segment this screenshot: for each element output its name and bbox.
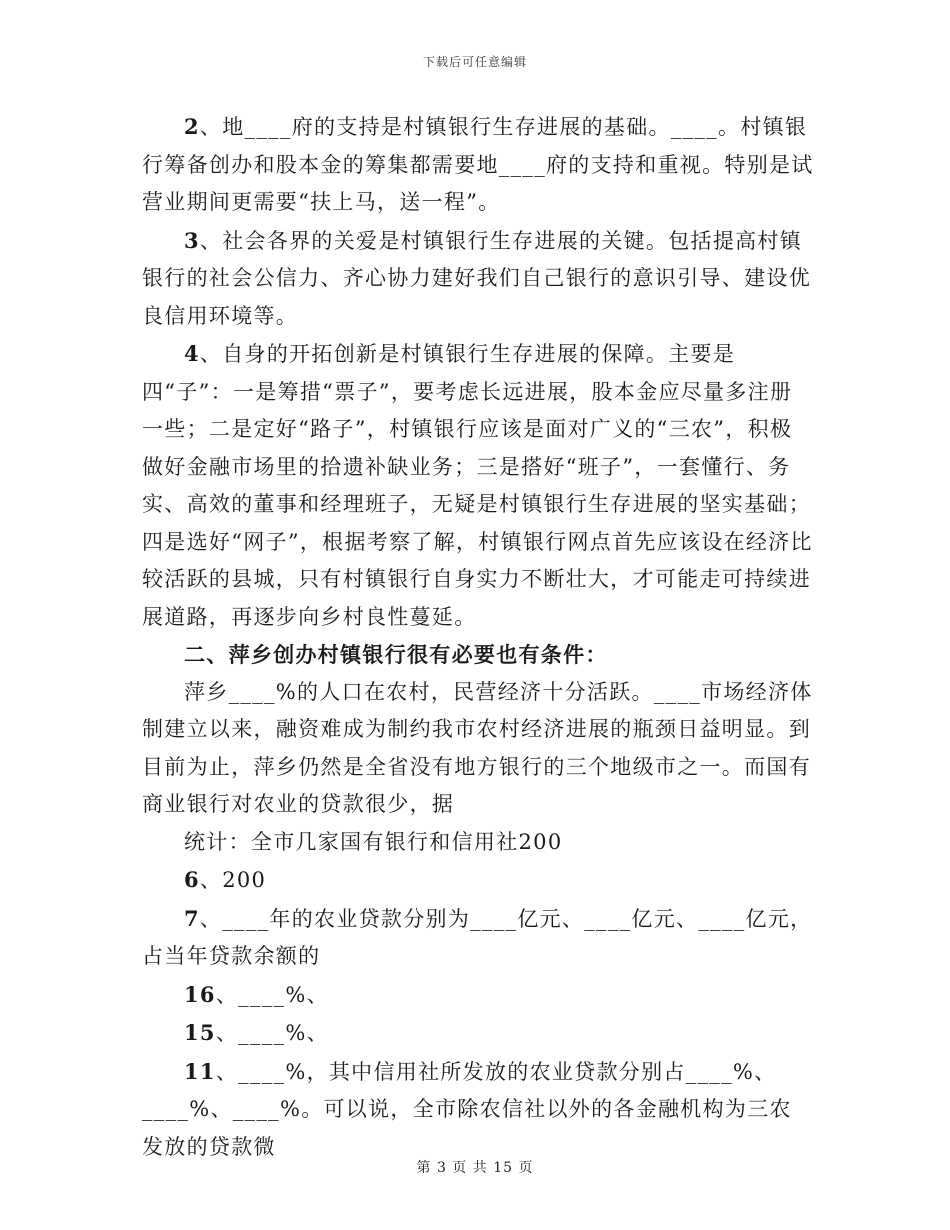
body-paragraph: 统计：全市几家国有银行和信用社200 — [184, 829, 563, 854]
paragraph-2 — [142, 108, 814, 222]
paragraph-number: 16 — [184, 981, 216, 1007]
body-paragraph — [142, 900, 814, 976]
paragraph-4 — [142, 335, 814, 636]
paragraph-text: 、____%、 — [215, 1021, 329, 1045]
page-header: 下载后可任意编辑 — [422, 55, 527, 69]
paragraph-3 — [142, 222, 814, 336]
paragraph-text: 、自身的开拓创新是村镇银行生存进展的保障。主要是四“子”：一是筹措“票子”，要考虑长远进展，股本金应尽量多注册一些；二是定好“路子”，村镇银行应该是面对广义的“三农”，积极做好金融市场里的拾遗补缺业务；三是搭好“班子”，一套懂行、务实、高效的董事和经理班子，无疑是村镇银行生存进展的坚实基础；四是选好“网子”，根据考察了解，村镇银行网点首先应该设在经济比较活跃的县城，只有村镇银行自身实力不断壮大，才可能走可持续进展道路，再逐步向乡村良性蔓延。 — [142, 342, 813, 629]
paragraph-number: 4 — [184, 341, 200, 366]
paragraph-text: 、____%，其中信用社所发放的农业贷款分别占____%、____%、____%。可以说，全市除农信社以外的各金融机构为三农发放的贷款微 — [142, 1059, 792, 1159]
paragraph-number: 7 — [184, 905, 200, 931]
paragraph-number: 6 — [184, 867, 200, 892]
body-paragraph — [142, 976, 814, 1015]
paragraph-number: 15 — [184, 1020, 216, 1045]
paragraph-number: 11 — [184, 1058, 216, 1084]
body-paragraph — [142, 861, 814, 900]
paragraph-text: 、200 — [199, 868, 267, 892]
paragraph-text: 、地____府的支持是村镇银行生存进展的基础。____。村镇银行筹备创办和股本金的筹集都需要地____府的支持和重视。特别是试营业期间更需要“扶上马，送一程”。 — [142, 115, 814, 214]
document-body — [142, 108, 814, 1166]
section-heading: 二、萍乡创办村镇银行很有必要也有条件： — [184, 642, 608, 667]
paragraph-number: 3 — [184, 227, 200, 253]
body-paragraph — [142, 1053, 814, 1167]
paragraph-text: 、____%、 — [215, 982, 329, 1007]
body-paragraph — [142, 1014, 814, 1053]
paragraph-text: 、____年的农业贷款分别为____亿元、____亿元、____亿元，占当年贷款余额的 — [142, 906, 813, 968]
paragraph-text: 、社会各界的关爱是村镇银行生存进展的关键。包括提高村镇银行的社会公信力、齐心协力建好我们自己银行的意识引导、建设优良信用环境等。 — [142, 228, 811, 328]
body-paragraph: 萍乡____%的人口在农村，民营经济十分活跃。____市场经济体制建立以来，融资难成为制约我市农村经济进展的瓶颈日益明显。到目前为止，萍乡仍然是全省没有地方银行的三个地级市之一。而国有商业银行对农业的贷款很少，据 — [142, 679, 813, 816]
paragraph-number: 2 — [184, 114, 200, 139]
page-footer: 第 3 页 共 15 页 — [416, 1160, 534, 1176]
